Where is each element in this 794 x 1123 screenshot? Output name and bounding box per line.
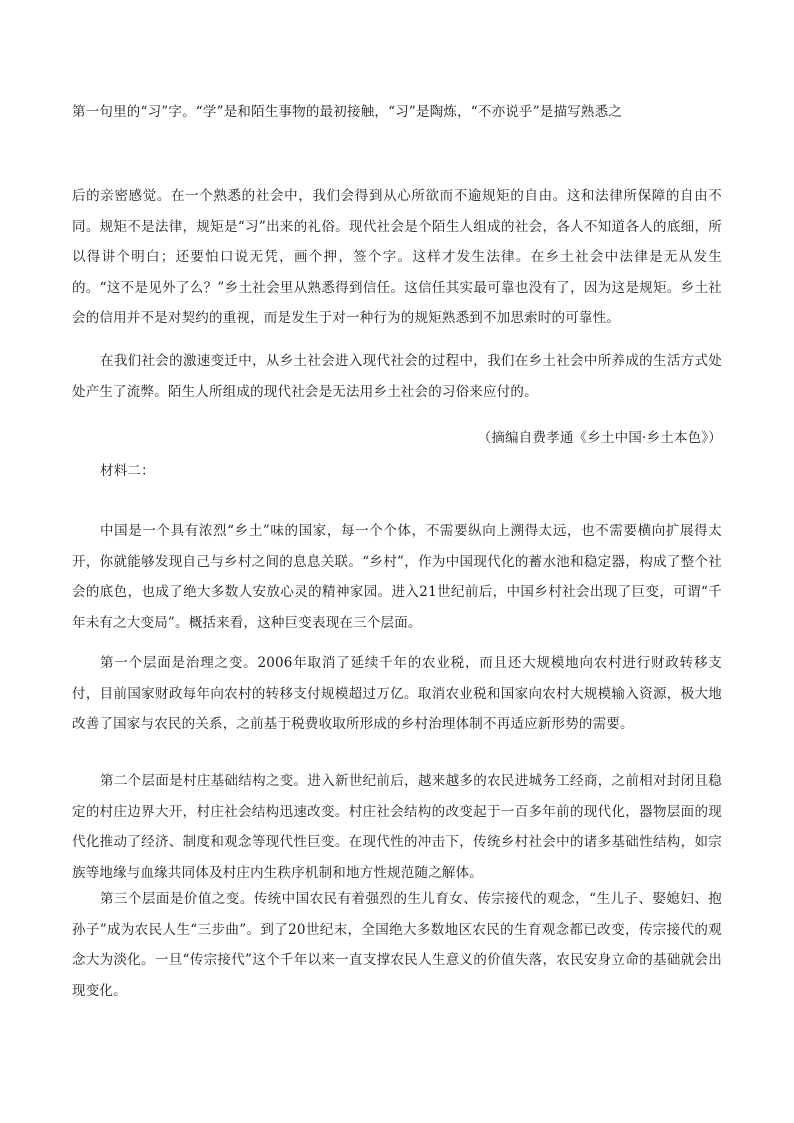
paragraph-structure-change: 第二个层面是村庄基础结构之变。进入新世纪前后，越来越多的农民进城务工经商，之前相对封闭且稳定的村庄边界大开，村庄社会结构迅速改变。村庄社会结构的改变起于一百多年前的现代化，器物层面的现代化推动了经济、制度和观念等现代性巨变。在现代性的冲击下，传统乡村社会中的诸多基础性结构，如宗族等地缘与血缘共同体及村庄内生秩序机制和地方性规范随之解体。 — [72, 773, 722, 881]
paragraph-social-change: 在我们社会的激速变迁中，从乡土社会进入现代社会的过程中，我们在乡土社会中所养成的生活方式处处产生了流弊。陌生人所组成的现代社会是无法用乡土社会的习俗来应付的。 — [72, 353, 722, 400]
paragraph-continuation-2: 后的亲密感觉。在一个熟悉的社会中，我们会得到从心所欲而不逾规矩的自由。这和法律所保障的自由不同。规矩不是法律，规矩是“习”出来的礼俗。现代社会是个陌生人组成的社会，各人不知道各人的底细，所以得讲个明白；还要怕口说无凭，画个押，签个字。这样才发生法律。在乡土社会中法律是无从发生的。“这不是见外了么？”乡土社会里从熟悉得到信任。这信任其实最可靠也没有了，因为这是规矩。乡土社会的信用并不是对契约的重视，而是发生于对一种行为的规矩熟悉到不加思索时的可靠性。 — [72, 188, 722, 326]
material-two-heading: 材料二： — [100, 463, 155, 479]
paragraph-value-change: 第三个层面是价值之变。传统中国农民有着强烈的生儿育女、传宗接代的观念，“生儿子、娶媳妇、抱孙子”成为农民人生“三步曲”。到了20世纪末，全国绝大多数地区农民的生育观念都已改变，传宗接代的观念大为淡化。一旦“传宗接代”这个千年以来一直支撑农民人生意义的价值失落，农民安身立命的基础就会出现变化。 — [72, 891, 722, 999]
source-citation: （摘编自费孝通《乡土中国·乡土本色》） — [477, 430, 722, 446]
paragraph-china-rural-intro: 中国是一个具有浓烈“乡土”味的国家，每一个个体，不需要纵向上溯得太远，也不需要横向扩展得太开，你就能够发现自己与乡村之间的息息关联。“乡村”，作为中国现代化的蓄水池和稳定器，构成了整个社会的底色，也成了绝大多数人安放心灵的精神家园。进入21世纪前后，中国乡村社会出现了巨变，可谓“千年未有之大变局”。概括来看，这种巨变表现在三个层面。 — [72, 523, 722, 631]
paragraph-governance-change: 第一个层面是治理之变。2006年取消了延续千年的农业税，而且还大规模地向农村进行财政转移支付，目前国家财政每年向农村的转移支付规模超过万亿。取消农业税和国家向农村大规模输入资源，极大地改善了国家与农民的关系，之前基于税费收取所形成的乡村治理体制不再适应新形势的需要。 — [72, 655, 722, 732]
paragraph-continuation-1: 第一句里的“习”字。“学”是和陌生事物的最初接触，“习”是陶炼，“不亦说乎”是描写熟悉之 — [72, 104, 623, 120]
